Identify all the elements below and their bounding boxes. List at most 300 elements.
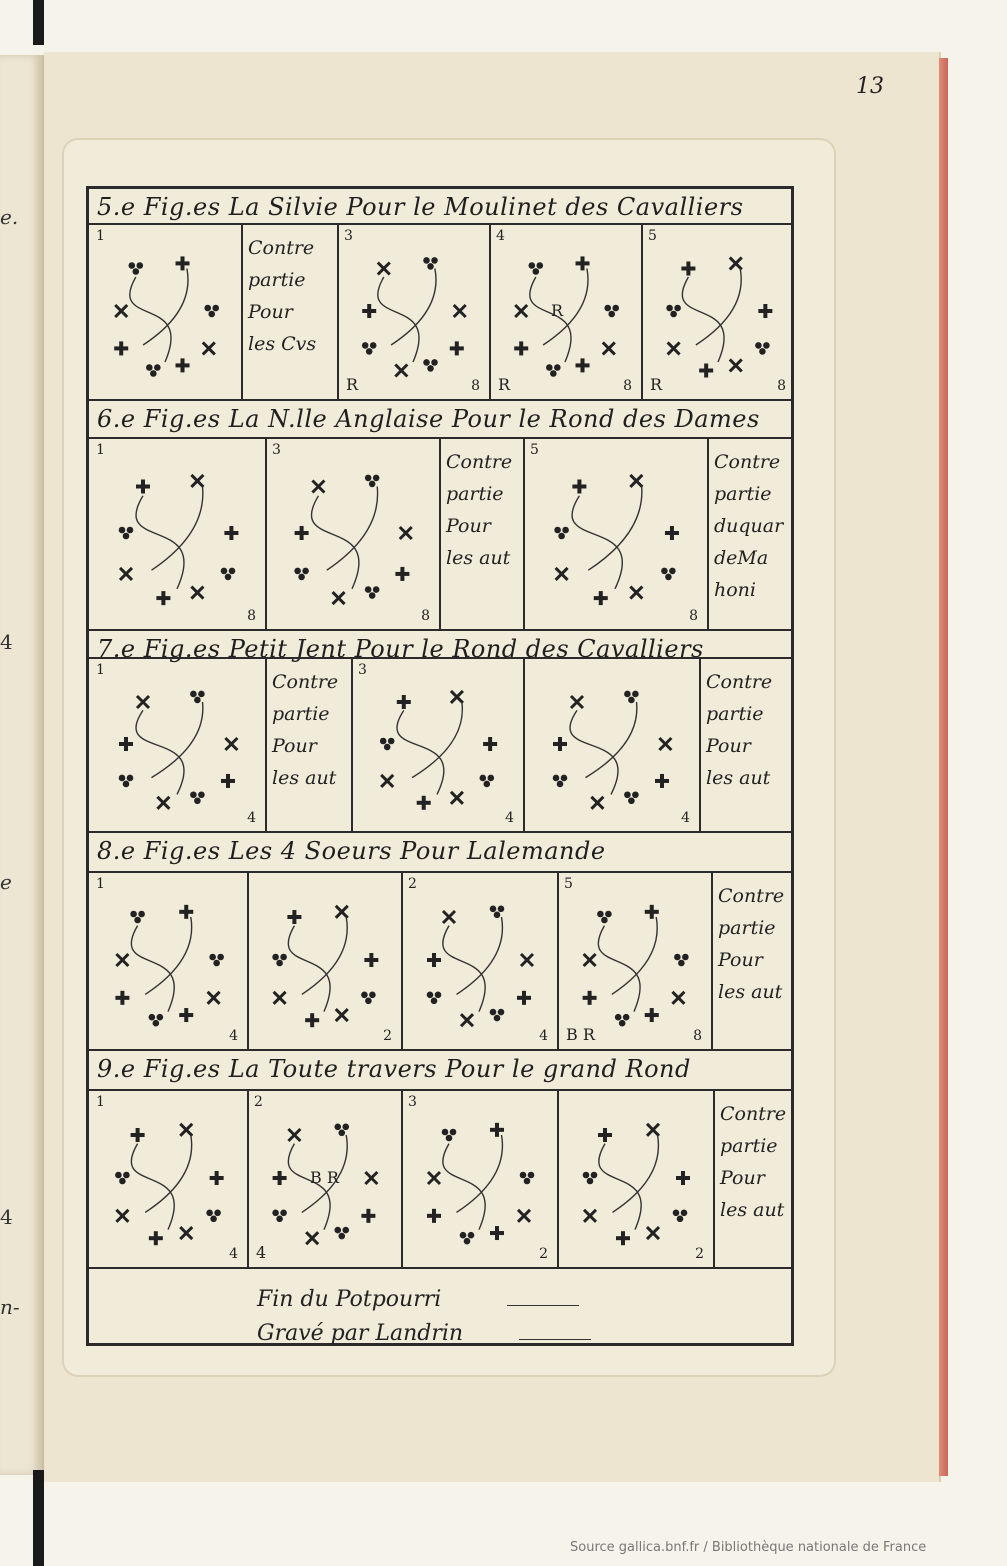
corner-label-left: 4 — [256, 1243, 267, 1262]
figure-number: 3 — [408, 1094, 417, 1110]
contre-partie-text — [446, 446, 512, 574]
dancer-clover-symbol — [119, 775, 134, 788]
dancer-clover-symbol — [365, 1172, 377, 1184]
dancer-clover-symbol — [521, 954, 533, 966]
dancer-cross-symbol — [483, 737, 497, 751]
dancer-clover-symbol — [604, 305, 619, 318]
rule-line — [89, 399, 791, 401]
dancer-path-line — [443, 1135, 503, 1230]
left-fragment: e. — [0, 205, 19, 229]
dancer-clover-symbol — [603, 342, 615, 354]
dance-figure-diagram — [268, 440, 436, 626]
dancer-cross-symbol — [287, 910, 301, 924]
dancer-clover-symbol — [115, 305, 127, 317]
dancer-clover-symbol — [221, 568, 236, 581]
rule-line — [89, 1267, 791, 1269]
dancer-clover-symbol — [755, 342, 770, 355]
dancer-clover-symbol — [461, 1014, 473, 1026]
dancer-clover-symbol — [116, 1210, 128, 1222]
contre-partie-cell — [714, 874, 792, 1046]
figure-title: 6.e Fig.es La N.lle Anglaise Pour le Rond des Dames — [97, 405, 760, 433]
dancer-path-line — [136, 487, 203, 589]
dancer-clover-symbol — [380, 738, 395, 751]
dancer-clover-symbol — [395, 365, 407, 377]
column-rule — [337, 223, 339, 399]
dancer-clover-symbol — [661, 568, 676, 581]
corner-label-right: 8 — [777, 378, 786, 394]
dancer-cross-symbol — [179, 1008, 193, 1022]
figure-number: 3 — [344, 228, 353, 244]
dancer-clover-symbol — [490, 906, 505, 919]
contre-partie-line: Pour — [706, 735, 751, 757]
figure-title: 8.e Fig.es Les 4 Soeurs Pour Lalemande — [97, 837, 606, 865]
contre-partie-cell — [716, 1092, 792, 1264]
contre-partie-line: les Cvs — [248, 333, 317, 355]
figure-number: 3 — [358, 662, 367, 678]
dancer-clover-symbol — [294, 568, 309, 581]
dancer-cross-symbol — [136, 480, 150, 494]
dancer-cross-symbol — [273, 1171, 287, 1185]
dancer-cross-symbol — [598, 1128, 612, 1142]
contre-partie-line: honi — [714, 579, 756, 601]
contre-partie-line: partie — [446, 483, 504, 505]
dancer-cross-symbol — [119, 737, 133, 751]
figure-cell — [560, 1092, 710, 1264]
figure-title: 5.e Fig.es La Silvie Pour le Moulinet des Cavalliers — [97, 193, 744, 221]
column-rule — [401, 1089, 403, 1267]
column-rule — [557, 871, 559, 1049]
contre-partie-text — [706, 666, 772, 794]
figure-cell — [526, 440, 704, 626]
dancer-clover-symbol — [336, 1009, 348, 1021]
left-fragment: n- — [0, 1295, 20, 1319]
dancer-clover-symbol — [480, 775, 495, 788]
contre-partie-line: partie — [272, 703, 330, 725]
dancer-clover-symbol — [553, 775, 568, 788]
dancer-clover-symbol — [129, 262, 144, 275]
dancer-path-line — [311, 487, 377, 589]
contre-partie-text — [272, 666, 338, 794]
contre-partie-cell — [244, 226, 334, 396]
bookmark-ribbon — [33, 0, 44, 45]
contre-partie-cell — [442, 440, 520, 626]
corner-label-left: R — [498, 375, 511, 394]
dancer-clover-symbol — [730, 257, 742, 269]
column-rule — [707, 437, 709, 629]
dancer-clover-symbol — [203, 342, 215, 354]
dancer-cross-symbol — [131, 1128, 145, 1142]
contre-partie-line: duquar — [714, 515, 784, 537]
dancer-cross-symbol — [583, 991, 597, 1005]
column-rule — [557, 1089, 559, 1267]
dancer-path-line — [572, 487, 642, 589]
dancer-path-line — [136, 702, 203, 794]
contre-partie-line: Pour — [718, 949, 763, 971]
rule-line — [89, 223, 791, 225]
contre-partie-line: Pour — [272, 735, 317, 757]
dancer-cross-symbol — [576, 256, 590, 270]
dancer-cross-symbol — [295, 526, 309, 540]
contre-partie-text — [248, 232, 316, 360]
dancer-cross-symbol — [645, 905, 659, 919]
dancer-cross-symbol — [305, 1013, 319, 1027]
dancer-clover-symbol — [730, 359, 742, 371]
dancer-clover-symbol — [120, 568, 132, 580]
dancer-cross-symbol — [156, 591, 170, 605]
dancer-cross-symbol — [681, 262, 695, 276]
dancer-clover-symbol — [554, 527, 569, 540]
dancer-clover-symbol — [272, 1210, 287, 1223]
dancer-cross-symbol — [221, 774, 235, 788]
contre-partie-line: Contre — [714, 451, 781, 473]
corner-label-right: 8 — [689, 608, 698, 624]
column-rule — [699, 657, 701, 831]
bookmark-ribbon — [33, 1470, 44, 1566]
dancer-clover-symbol — [630, 475, 642, 487]
figure-cell — [250, 874, 398, 1046]
rule-line — [89, 629, 791, 631]
dancer-clover-symbol — [584, 954, 596, 966]
column-rule — [489, 223, 491, 399]
dance-figure-diagram — [526, 660, 696, 828]
figure-number: 1 — [96, 662, 105, 678]
contre-partie-text — [718, 880, 784, 1008]
dancer-clover-symbol — [451, 792, 463, 804]
dancer-clover-symbol — [288, 1129, 300, 1141]
contre-partie-line: les aut — [718, 981, 783, 1003]
dancer-clover-symbol — [442, 1129, 457, 1142]
dancer-clover-symbol — [490, 1009, 505, 1022]
dance-figure-diagram — [644, 226, 792, 396]
dancer-clover-symbol — [115, 1172, 130, 1185]
dancer-clover-symbol — [312, 481, 324, 493]
corner-label-right: 4 — [681, 810, 690, 826]
folio-number: 13 — [856, 74, 884, 99]
contre-partie-text — [720, 1098, 786, 1226]
left-fragment: 4 — [0, 1205, 13, 1229]
dancer-clover-symbol — [674, 954, 689, 967]
contre-partie-line: Pour — [720, 1167, 765, 1189]
corner-label-right: 4 — [505, 810, 514, 826]
figure-table — [86, 186, 794, 1346]
dancer-clover-symbol — [556, 568, 568, 580]
corner-label-right: 8 — [421, 608, 430, 624]
figure-cell — [268, 440, 436, 626]
dancer-cross-symbol — [450, 341, 464, 355]
dance-figure-diagram — [92, 226, 238, 396]
dancer-clover-symbol — [668, 342, 680, 354]
contre-partie-line: Pour — [248, 301, 293, 323]
dancer-clover-symbol — [225, 738, 237, 750]
figure-cell — [92, 440, 262, 626]
corner-label-right: 2 — [539, 1246, 548, 1262]
contre-partie-line: Contre — [706, 671, 773, 693]
figure-number: 2 — [254, 1094, 263, 1110]
contre-partie-cell — [710, 440, 792, 626]
dancer-path-line — [570, 702, 637, 794]
dancer-clover-symbol — [130, 911, 145, 924]
figure-cell — [250, 1092, 398, 1264]
contre-partie-line: Contre — [446, 451, 513, 473]
dancer-clover-symbol — [191, 587, 203, 599]
dancer-cross-symbol — [361, 1209, 375, 1223]
dance-figure-diagram — [92, 440, 262, 626]
corner-label-right: 8 — [693, 1028, 702, 1044]
dancer-clover-symbol — [571, 696, 583, 708]
dancer-cross-symbol — [553, 737, 567, 751]
contre-partie-line: Contre — [718, 885, 785, 907]
dancer-cross-symbol — [514, 341, 528, 355]
dancer-clover-symbol — [597, 911, 612, 924]
dancer-cross-symbol — [179, 905, 193, 919]
dancer-cross-symbol — [490, 1123, 504, 1137]
column-rule — [351, 657, 353, 831]
column-rule — [523, 437, 525, 629]
figure-number: 2 — [408, 876, 417, 892]
column-rule — [247, 1089, 249, 1267]
dancer-clover-symbol — [204, 305, 219, 318]
dancer-clover-symbol — [615, 1014, 630, 1027]
dancer-path-line — [682, 269, 741, 363]
contre-partie-text — [714, 446, 783, 606]
footer-line: Fin du Potpourri — [257, 1287, 442, 1312]
dance-figure-diagram — [250, 874, 398, 1046]
page-edge — [939, 58, 948, 1476]
contre-partie-line: Contre — [248, 237, 315, 259]
contre-partie-cell — [268, 660, 348, 828]
left-fragment: 4 — [0, 630, 13, 654]
column-rule — [713, 1089, 715, 1267]
corner-label-right: 4 — [229, 1246, 238, 1262]
dancer-cross-symbol — [417, 796, 431, 810]
rule-line — [89, 871, 791, 873]
column-rule — [401, 871, 403, 1049]
dancer-clover-symbol — [647, 1227, 659, 1239]
footer-line: Gravé par Landrin — [257, 1321, 464, 1346]
dancer-clover-symbol — [673, 1210, 688, 1223]
dancer-cross-symbol — [362, 304, 376, 318]
dancer-cross-symbol — [427, 953, 441, 967]
dance-figure-diagram — [92, 660, 262, 828]
contre-partie-line: Pour — [446, 515, 491, 537]
contre-partie-line: les aut — [706, 767, 771, 789]
contre-partie-line: les aut — [446, 547, 511, 569]
figure-cell — [404, 1092, 554, 1264]
dancer-cross-symbol — [427, 1209, 441, 1223]
dancer-clover-symbol — [518, 1210, 530, 1222]
dancer-clover-symbol — [546, 364, 561, 377]
footer-flourish — [507, 1305, 579, 1306]
figure-number: 1 — [96, 442, 105, 458]
dancer-clover-symbol — [454, 305, 466, 317]
column-rule — [439, 437, 441, 629]
dancer-clover-symbol — [146, 364, 161, 377]
dance-figure-diagram — [92, 1092, 244, 1264]
dancer-clover-symbol — [274, 992, 286, 1004]
figure-cell — [404, 874, 554, 1046]
dancer-clover-symbol — [209, 954, 224, 967]
dancer-clover-symbol — [180, 1124, 192, 1136]
dancer-clover-symbol — [191, 475, 203, 487]
dancer-clover-symbol — [116, 954, 128, 966]
dancer-clover-symbol — [520, 1172, 535, 1185]
figure-number: 4 — [496, 228, 505, 244]
dancer-path-line — [598, 917, 657, 1012]
dancer-clover-symbol — [157, 797, 169, 809]
dancer-clover-symbol — [119, 527, 134, 540]
dancer-cross-symbol — [397, 695, 411, 709]
dance-figure-diagram — [354, 660, 520, 828]
dancer-clover-symbol — [333, 592, 345, 604]
dancer-clover-symbol — [659, 738, 671, 750]
dancer-cross-symbol — [176, 358, 190, 372]
dancer-cross-symbol — [517, 991, 531, 1005]
contre-partie-line: partie — [248, 269, 306, 291]
corner-label-right: 2 — [695, 1246, 704, 1262]
dancer-cross-symbol — [149, 1231, 163, 1245]
contre-partie-line: Contre — [720, 1103, 787, 1125]
dancer-cross-symbol — [655, 774, 669, 788]
corner-label-left: R — [346, 375, 359, 394]
dancer-clover-symbol — [591, 797, 603, 809]
column-rule — [641, 223, 643, 399]
figure-cell — [92, 1092, 244, 1264]
dancer-clover-symbol — [423, 359, 438, 372]
dancer-clover-symbol — [400, 527, 412, 539]
dancer-clover-symbol — [365, 475, 380, 488]
figure-number: 1 — [96, 228, 105, 244]
contre-partie-line: partie — [718, 917, 776, 939]
dancer-cross-symbol — [676, 1171, 690, 1185]
dance-figure-diagram — [560, 874, 708, 1046]
dancer-clover-symbol — [306, 1232, 318, 1244]
figure-cell — [526, 660, 696, 828]
figure-cell — [92, 226, 238, 396]
column-rule — [247, 871, 249, 1049]
column-rule — [265, 437, 267, 629]
dancer-cross-symbol — [176, 256, 190, 270]
dancer-clover-symbol — [272, 954, 287, 967]
dancer-clover-symbol — [666, 305, 681, 318]
contre-partie-line: les aut — [720, 1199, 785, 1221]
dance-figure-diagram — [492, 226, 638, 396]
dance-figure-diagram — [526, 440, 704, 626]
figure-number: 3 — [272, 442, 281, 458]
mid-label: R — [551, 301, 564, 320]
dancer-clover-symbol — [423, 257, 438, 270]
dancer-cross-symbol — [395, 567, 409, 581]
dancer-clover-symbol — [206, 1210, 221, 1223]
left-fragment: e — [0, 870, 12, 894]
contre-partie-line: les aut — [272, 767, 337, 789]
dancer-clover-symbol — [427, 992, 442, 1005]
dance-figure-diagram — [92, 874, 244, 1046]
dancer-cross-symbol — [115, 991, 129, 1005]
dancer-clover-symbol — [428, 1172, 440, 1184]
corner-label-right: 8 — [471, 378, 480, 394]
figure-cell — [354, 660, 520, 828]
dancer-clover-symbol — [365, 586, 380, 599]
dancer-clover-symbol — [149, 1014, 164, 1027]
dancer-clover-symbol — [583, 1172, 598, 1185]
dancer-clover-symbol — [515, 305, 527, 317]
figure-title: 9.e Fig.es La Toute travers Pour le grand Rond — [97, 1055, 691, 1083]
dancer-cross-symbol — [645, 1008, 659, 1022]
figure-cell — [492, 226, 638, 396]
figure-cell — [644, 226, 792, 396]
contre-partie-cell — [702, 660, 792, 828]
column-rule — [523, 657, 525, 831]
footer-flourish — [519, 1339, 591, 1340]
figure-cell — [92, 660, 262, 828]
corner-label-right: 4 — [539, 1028, 548, 1044]
figure-number: 1 — [96, 876, 105, 892]
corner-label-right: 2 — [383, 1028, 392, 1044]
dancer-clover-symbol — [190, 791, 205, 804]
dancer-clover-symbol — [378, 263, 390, 275]
column-rule — [265, 657, 267, 831]
dancer-cross-symbol — [616, 1231, 630, 1245]
corner-label-left: R — [650, 375, 663, 394]
dancer-cross-symbol — [114, 341, 128, 355]
contre-partie-line: Contre — [272, 671, 339, 693]
dance-figure-diagram — [404, 1092, 554, 1264]
contre-partie-line: partie — [706, 703, 764, 725]
dancer-cross-symbol — [758, 304, 772, 318]
figure-number: 1 — [96, 1094, 105, 1110]
column-rule — [241, 223, 243, 399]
dancer-path-line — [397, 702, 462, 794]
dancer-cross-symbol — [665, 526, 679, 540]
rule-line — [89, 1049, 791, 1051]
dance-figure-diagram — [404, 874, 554, 1046]
dance-figure-diagram — [340, 226, 486, 396]
dancer-cross-symbol — [576, 358, 590, 372]
figure-cell — [340, 226, 486, 396]
dancer-cross-symbol — [699, 364, 713, 378]
dancer-clover-symbol — [361, 992, 376, 1005]
dancer-path-line — [131, 917, 191, 1012]
source-credit: Source gallica.bnf.fr / Bibliothèque nationale de France — [570, 1540, 927, 1555]
dancer-cross-symbol — [572, 480, 586, 494]
dancer-path-line — [131, 1135, 191, 1230]
rule-line — [89, 831, 791, 833]
dancer-clover-symbol — [336, 906, 348, 918]
dancer-clover-symbol — [334, 1227, 349, 1240]
dancer-clover-symbol — [451, 691, 463, 703]
figure-cell — [560, 874, 708, 1046]
contre-partie-line: partie — [720, 1135, 778, 1157]
dancer-clover-symbol — [529, 262, 544, 275]
contre-partie-line: partie — [714, 483, 772, 505]
column-rule — [711, 871, 713, 1049]
dancer-clover-symbol — [584, 1210, 596, 1222]
dancer-path-line — [599, 1135, 659, 1230]
dancer-clover-symbol — [443, 911, 455, 923]
dancer-cross-symbol — [594, 591, 608, 605]
dancer-clover-symbol — [190, 691, 205, 704]
dancer-clover-symbol — [624, 791, 639, 804]
dancer-clover-symbol — [137, 696, 149, 708]
dancer-path-line — [288, 917, 347, 1012]
dancer-clover-symbol — [362, 342, 377, 355]
figure-title: 7.e Fig.es Petit Jent Pour le Rond des Cavalliers — [97, 635, 704, 663]
dancer-cross-symbol — [364, 953, 378, 967]
corner-label-right: 8 — [247, 608, 256, 624]
mid-label: B R — [310, 1168, 339, 1187]
figure-number: 5 — [530, 442, 539, 458]
dancer-cross-symbol — [490, 1226, 504, 1240]
